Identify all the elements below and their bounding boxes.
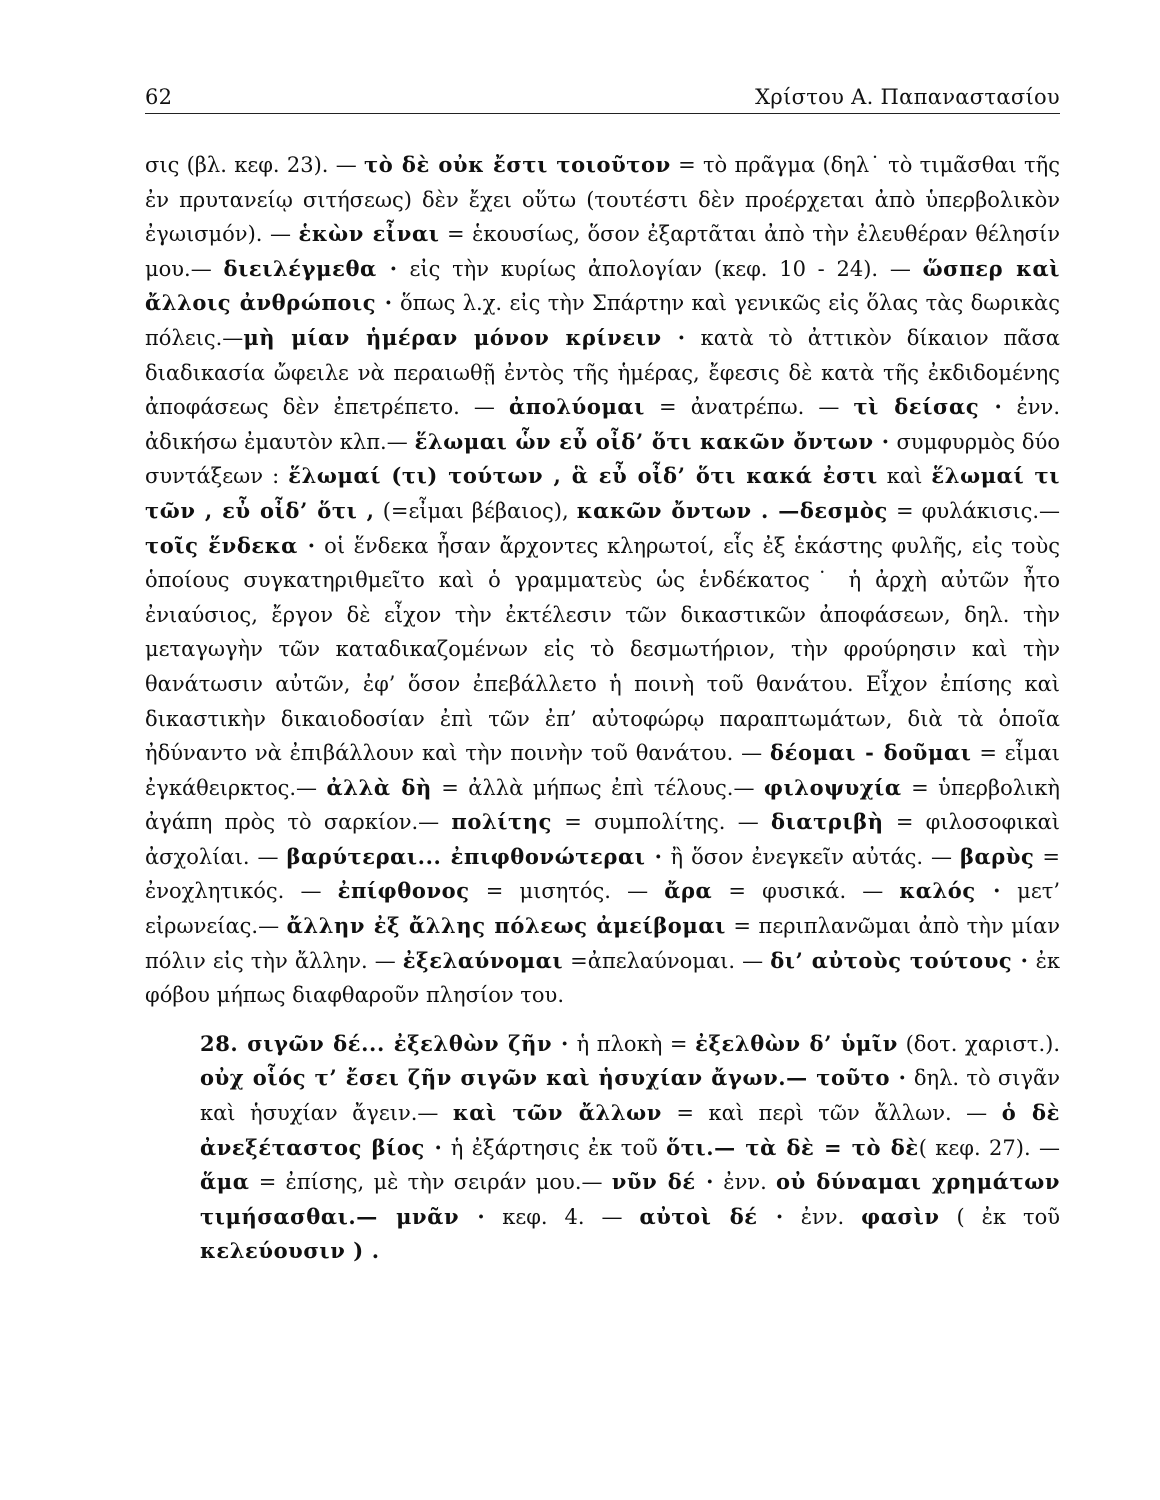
lemma-term: τὶ δείσας · [853, 394, 1003, 420]
lemma-term: διατριβὴ [770, 809, 884, 835]
gloss-text: = ὑπερβολικὴ ἀγάπη πρὸς τὸ σαρκίον.— [145, 775, 1060, 835]
gloss-text: = ἀνατρέπω. — [644, 395, 854, 420]
gloss-text: = καὶ περὶ τῶν ἄλλων. — [661, 1101, 1002, 1126]
gloss-text: ὅπως λ.χ. εἰς τὴν Σπάρτην καὶ γενικῶς εἰς ὅλας τὰς δωρικὰς πόλεις.— [145, 291, 1060, 350]
gloss-text: = ἑκουσίως, ὅσον ἐξαρτᾶται ἀπὸ τὴν ἐλευθέραν θέλησίν μου.— [145, 222, 1060, 281]
gloss-text: ἐκ φόβου μήπως διαφθαροῦν πλησίον του. [145, 948, 1061, 1008]
lemma-term: φιλοψυχία [763, 774, 902, 800]
gloss-text: (δοτ. χαριστ.). [897, 1031, 1060, 1056]
lemma-term: αὐτοὶ δέ · [639, 1203, 784, 1229]
lemma-term: οὐχ οἷός τ’ ἔσει ζῆν σιγῶν καὶ ἡσυχίαν ἄγων.— τοῦτο · [200, 1065, 907, 1091]
running-head [145, 85, 1060, 114]
gloss-text: ( κεφ. 27). — [918, 1135, 1060, 1160]
lemma-term: ἑκὼν εἶναι [298, 221, 440, 247]
lemma-term: δι’ αὐτοὺς τούτους · [770, 947, 1029, 973]
lemma-term: ἐξελαύνομαι [402, 947, 564, 973]
gloss-text: = μισητός. — [469, 879, 665, 904]
gloss-text: = περιπλανῶμαι ἀπὸ τὴν μίαν πόλιν εἰς τὴν ἄλλην. — [145, 914, 1060, 973]
gloss-text: συμφυρμὸς δύο συντάξεων : [145, 429, 1060, 489]
lemma-term: τὸ δὲ οὐκ ἔστι τοιοῦτον [364, 152, 671, 177]
gloss-text: = φυσικά. — [712, 879, 900, 904]
lemma-term: βαρύτεραι... ἐπιφθονώτεραι · [286, 843, 663, 869]
lemma-term: 28. σιγῶν δέ... ἐξελθὼν ζῆν · [200, 1030, 569, 1056]
paragraph-commentary-28 [145, 1027, 1060, 1269]
lemma-term: ὥσπερ καὶ ἄλλοις ἀνθρώποις · [145, 255, 1060, 316]
gloss-text: = φιλοσοφικαὶ ἀσχολίαι. — [145, 810, 1060, 869]
gloss-text: εἰς τὴν κυρίως ἀπολογίαν (κεφ. 10 - 24). — [397, 256, 923, 281]
lemma-term: ἐξελθὼν δ’ ὑμῖν [695, 1030, 898, 1056]
gloss-text: = εἶμαι ἐγκάθειρκτος.— [145, 741, 1060, 800]
lemma-term: μὴ μίαν ἡμέραν μόνον κρίνειν · [243, 324, 686, 350]
lemma-term: ἕλωμαι ὧν εὖ οἶδ’ ὅτι κακῶν ὄντων · [414, 428, 890, 454]
gloss-text: ἐνν. ἀδικήσω ἐμαυτὸν κλπ.— [145, 395, 1060, 454]
lemma-term: τοῖς ἕνδεκα · [145, 532, 316, 558]
gloss-text: = ἐπίσης, μὲ τὴν σειράν μου.— [249, 1170, 612, 1195]
running-head-author: Χρίστου Α. Παπαναστασίου [755, 85, 1060, 109]
gloss-text: =ἀπελαύνομαι. — [563, 948, 771, 973]
gloss-text: = τὸ πρᾶγμα (δηλ˙ τὸ τιμᾶσθαι τῆς ἐν πρυτανείῳ σιτήσεως) δὲν ἔχει οὕτω (τουτέστι δὲν προέρχεται ἀπὸ ὑπερβολικὸν ἐγωισμόν). — [145, 153, 1060, 247]
gloss-text: = ἐνοχλητικός. — [145, 844, 1060, 904]
lemma-term: ἀπολύομαι [509, 394, 645, 420]
gloss-text: μετ’ εἰρωνείας.— [145, 879, 1060, 939]
lemma-term: καλός · [899, 878, 1002, 904]
gloss-text: = συμπολίτης. — [552, 810, 771, 835]
gloss-text: ( ἐκ τοῦ [939, 1204, 1061, 1229]
lemma-term: νῦν δέ · [611, 1169, 715, 1195]
book-page [145, 85, 1060, 1269]
lemma-term: ἀλλὰ δὴ [326, 774, 432, 800]
gloss-text: σις (βλ. κεφ. 23). — [145, 153, 364, 177]
page-number: 62 [145, 85, 173, 109]
gloss-text: κατὰ τὸ ἀττικὸν δίκαιον πᾶσα διαδικασία ὤφειλε νὰ περαιωθῇ ἐντὸς τῆς ἡμέρας, ἔφεσις δὲ κατὰ τῆς ἐκδιδομένης ἀποφάσεως δὲν ἐπετρέπετο. — [145, 325, 1060, 420]
lemma-term: ὅτι.— τὰ δὲ = τὸ δὲ [666, 1134, 919, 1160]
gloss-text: οἱ ἕνδεκα ἦσαν ἄρχοντες κληρωτοί, εἷς ἐξ ἑκάστης φυλῆς, εἰς τοὺς ὁποίους συγκατηριθμεῖτο καὶ ὁ γραμματεὺς ὡς ἑνδέκατος˙ ἡ ἀρχὴ αὐτῶν ἦτο ἐνιαύσιος, ἔργον δὲ εἶχον τὴν ἐκτέλεσιν τῶν δικαστικῶν ἀποφάσεων, δηλ. τὴν μεταγωγὴν τῶν καταδικαζομένων εἰς τὸ δεσμωτήριον, τὴν φρούρησιν καὶ τὴν θανάτωσιν αὐτῶν, ἐφ’ ὅσον ἐπεβάλλετο ἡ ποινὴ τοῦ θανάτου. Εἶχον ἐπίσης καὶ δικαστικὴν δικαιοδοσίαν ἐπὶ τῶν ἐπ’ αὐτοφώρῳ παραπτωμάτων, διὰ τὰ ὁποῖα ἠδύναντο νὰ ἐπιβάλλουν καὶ τὴν ποινὴν τοῦ θανάτου. — [145, 533, 1061, 766]
lemma-term: ὁ δὲ ἀνεξέταστος βίος · [200, 1100, 1061, 1160]
lemma-term: διειλέγμεθα · [223, 255, 398, 281]
gloss-text: = φυλάκισις.— [887, 498, 1061, 523]
lemma-term: ἕλωμαί τι τῶν , εὖ οἶδ’ ὅτι , [145, 463, 1061, 523]
lemma-term: ἄλλην ἐξ ἄλλης πόλεως ἀμείβομαι [286, 913, 726, 939]
gloss-text: ἡ ἐξάρτησις ἐκ τοῦ [442, 1135, 667, 1160]
lemma-term: δέομαι - δοῦμαι [769, 740, 972, 766]
lemma-term: κελεύουσιν ) . [200, 1238, 380, 1264]
gloss-text: δηλ. τὸ σιγᾶν καὶ ἡσυχίαν ἄγειν.— [200, 1066, 1060, 1126]
lemma-term: φασὶν [861, 1203, 940, 1229]
lemma-term: ἐπίφθονος [337, 878, 470, 904]
gloss-text: καὶ [877, 464, 932, 489]
gloss-text: ἢ ὅσον ἐνεγκεῖν αὐτάς. — [662, 844, 960, 869]
gloss-text: ἡ πλοκὴ = [568, 1031, 696, 1056]
lemma-term: βαρὺς [960, 843, 1035, 869]
body-text [145, 148, 1060, 1269]
lemma-term: ἅμα [200, 1169, 250, 1195]
lemma-term: καὶ τῶν ἄλλων [452, 1100, 662, 1126]
gloss-text: ἐνν. [783, 1204, 862, 1229]
lemma-term: πολίτης [451, 809, 553, 835]
gloss-text: κεφ. 4. — [485, 1204, 640, 1229]
lemma-term: ἄρα [664, 878, 713, 904]
lemma-term: ἕλωμαί (τι) τούτων , ἃ εὖ οἶδ’ ὅτι κακά ἐστι [288, 463, 878, 489]
gloss-text: (=εἶμαι βέβαιος), [374, 498, 577, 523]
lemma-term: κακῶν ὄντων . —δεσμὸς [576, 497, 888, 523]
paragraph-commentary-27 [145, 148, 1060, 1013]
lemma-term: οὐ δύναμαι χρημάτων τιμήσασθαι.— μνᾶν · [200, 1169, 1061, 1229]
gloss-text: = ἀλλὰ μήπως ἐπὶ τέλους.— [431, 775, 764, 800]
gloss-text: ἐνν. [714, 1170, 777, 1195]
